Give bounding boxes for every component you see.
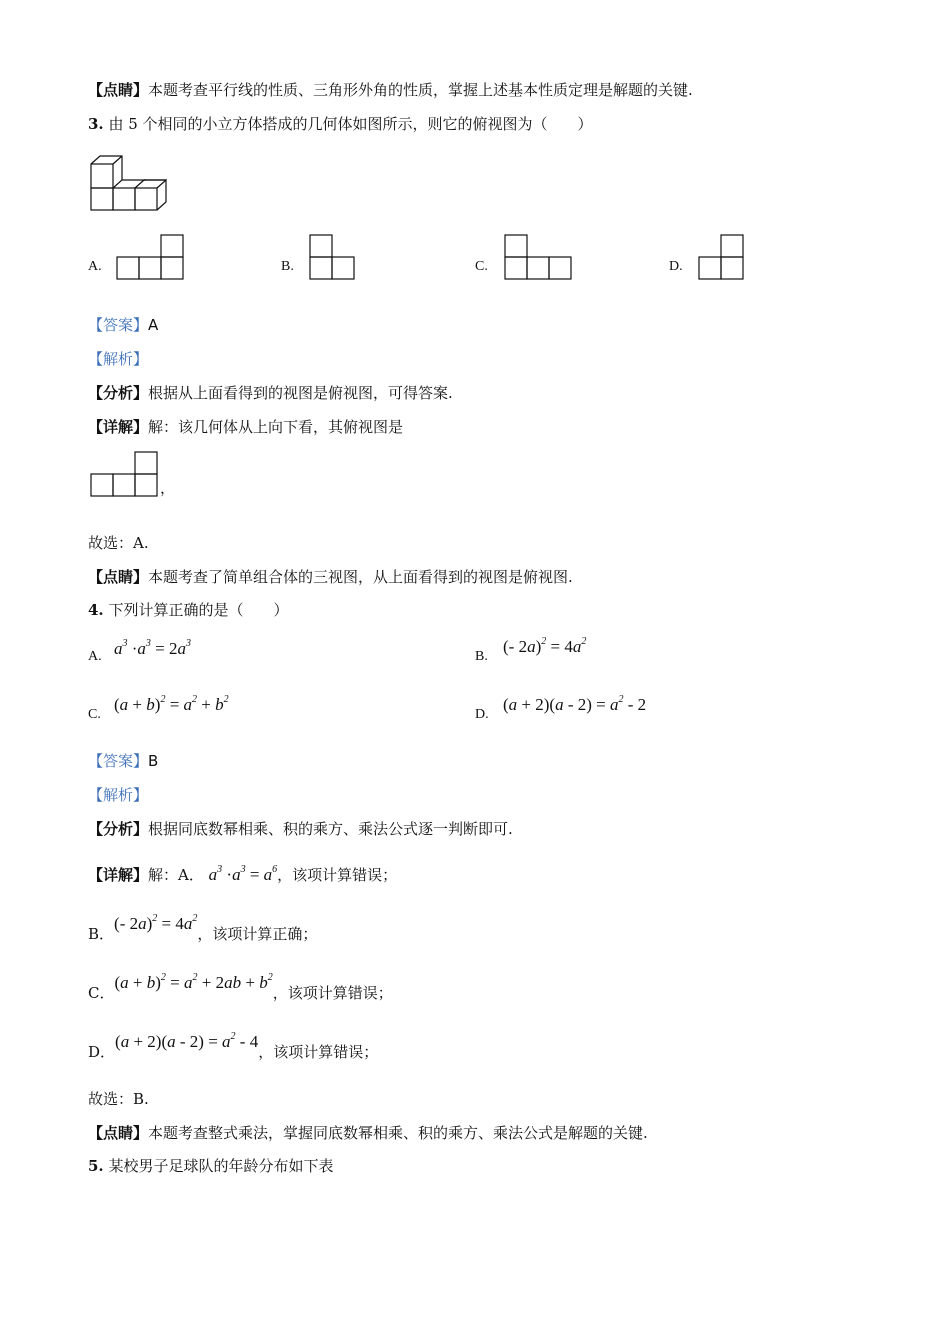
question-number: 4. (88, 601, 104, 619)
fenxi-label: 【分析】 (88, 384, 149, 402)
tip-text: 本题考查平行线的性质、三角形外角的性质，掌握上述基本性质定理是解题的关键. (148, 81, 693, 99)
option-c-figure (504, 233, 572, 281)
q4-answer (88, 751, 158, 771)
q3-choose: 故选：A. (88, 534, 149, 552)
detail-b-label: B． (88, 925, 115, 943)
detail-c-formula: $(a + b)^2 = a^2 + 2ab + b^2$ (114, 972, 273, 992)
detail-a-text: ，该项计算错误； (277, 866, 398, 884)
detail-b-text: ，该项计算正确； (197, 925, 318, 943)
detail-a-formula: $a^3 \cdot a^3 = a^6$ (208, 864, 278, 884)
option-a-formula: $a^3 \cdot a^3 = 2a^3$ (114, 638, 192, 658)
option-b-figure (309, 233, 355, 281)
xiangjie-text: 解：该几何体从上向下看，其俯视图是 (148, 418, 404, 436)
q2-tip (88, 80, 693, 100)
q3-stem (88, 114, 593, 134)
detail-b-formula: (- $2a)^2 = 4a^2$ (114, 913, 198, 933)
option-a-figure (116, 233, 184, 281)
tip-label: 【点睛】 (88, 81, 149, 99)
option-b-formula: (- $2a)^2 = 4a^2$ (503, 636, 587, 656)
xiangjie-label: 【详解】 (88, 866, 149, 884)
tip-label: 【点睛】 (88, 1124, 149, 1142)
option-c-label: C. (475, 259, 488, 274)
question-text: 由 5 个相同的小立方体搭成的几何体如图所示，则它的俯视图为（ ） (108, 115, 593, 133)
option-a-label: A. (88, 259, 102, 274)
option-d-formula: $(a + 2)(a - 2) = a^2 - 2$ (503, 694, 647, 714)
fenxi-label: 【分析】 (88, 820, 149, 838)
option-b-label: B. (475, 649, 488, 664)
comma: ， (160, 479, 176, 497)
q3-solid-figure (88, 152, 183, 214)
answer-value: A (148, 316, 159, 334)
q3-analysis-label: 【解析】 (88, 350, 149, 368)
tip-label: 【点睛】 (88, 568, 149, 586)
option-c-label: C. (88, 707, 101, 722)
xiangjie-prefix: 解：A． (148, 866, 204, 884)
q5-stem (88, 1156, 333, 1176)
q4-detail-b (88, 913, 318, 944)
tip-text: 本题考查整式乘法，掌握同底数幂相乘、积的乘方、乘法公式是解题的关键. (148, 1124, 648, 1142)
q3-tip (88, 567, 573, 587)
option-a-label: A. (88, 649, 102, 664)
option-d-label: D. (669, 259, 683, 274)
question-text: 下列计算正确的是（ ） (108, 601, 289, 619)
q4-analysis-label: 【解析】 (88, 786, 149, 804)
q4-choose: 故选：B. (88, 1090, 149, 1108)
q4-stem (88, 600, 288, 620)
tip-text: 本题考查了简单组合体的三视图，从上面看得到的视图是俯视图. (148, 568, 573, 586)
detail-d-label: D． (88, 1043, 116, 1061)
detail-d-formula: $(a + 2)(a - 2) = a^2 - 4$ (115, 1031, 259, 1051)
q4-detail-a (88, 865, 397, 885)
detail-c-text: ，该项计算错误； (272, 984, 393, 1002)
fenxi-text: 根据同底数幂相乘、积的乘方、乘法公式逐一判断即可. (148, 820, 513, 838)
question-number: 5. (88, 1157, 104, 1175)
answer-label: 【答案】 (88, 316, 149, 334)
option-b-label: B. (281, 259, 294, 274)
question-number: 3. (88, 115, 104, 133)
q4-fenxi (88, 819, 513, 839)
detail-c-label: C． (88, 984, 115, 1002)
answer-label: 【答案】 (88, 752, 149, 770)
answer-value: B (148, 752, 159, 770)
q4-detail-c (88, 972, 393, 1003)
option-d-label: D. (475, 707, 489, 722)
option-d-figure (698, 233, 746, 281)
fenxi-text: 根据从上面看得到的视图是俯视图，可得答案. (148, 384, 453, 402)
q3-top-view-figure (90, 450, 158, 498)
q4-detail-d (88, 1031, 379, 1062)
xiangjie-label: 【详解】 (88, 418, 149, 436)
q3-xiangjie (88, 417, 403, 437)
q4-tip (88, 1123, 648, 1143)
q3-fenxi (88, 383, 453, 403)
question-text: 某校男子足球队的年龄分布如下表 (108, 1157, 334, 1175)
option-c-formula: $(a + b)^2 = a^2 + b^2$ (114, 694, 229, 714)
detail-d-text: ，该项计算错误； (258, 1043, 379, 1061)
q3-answer (88, 315, 158, 335)
